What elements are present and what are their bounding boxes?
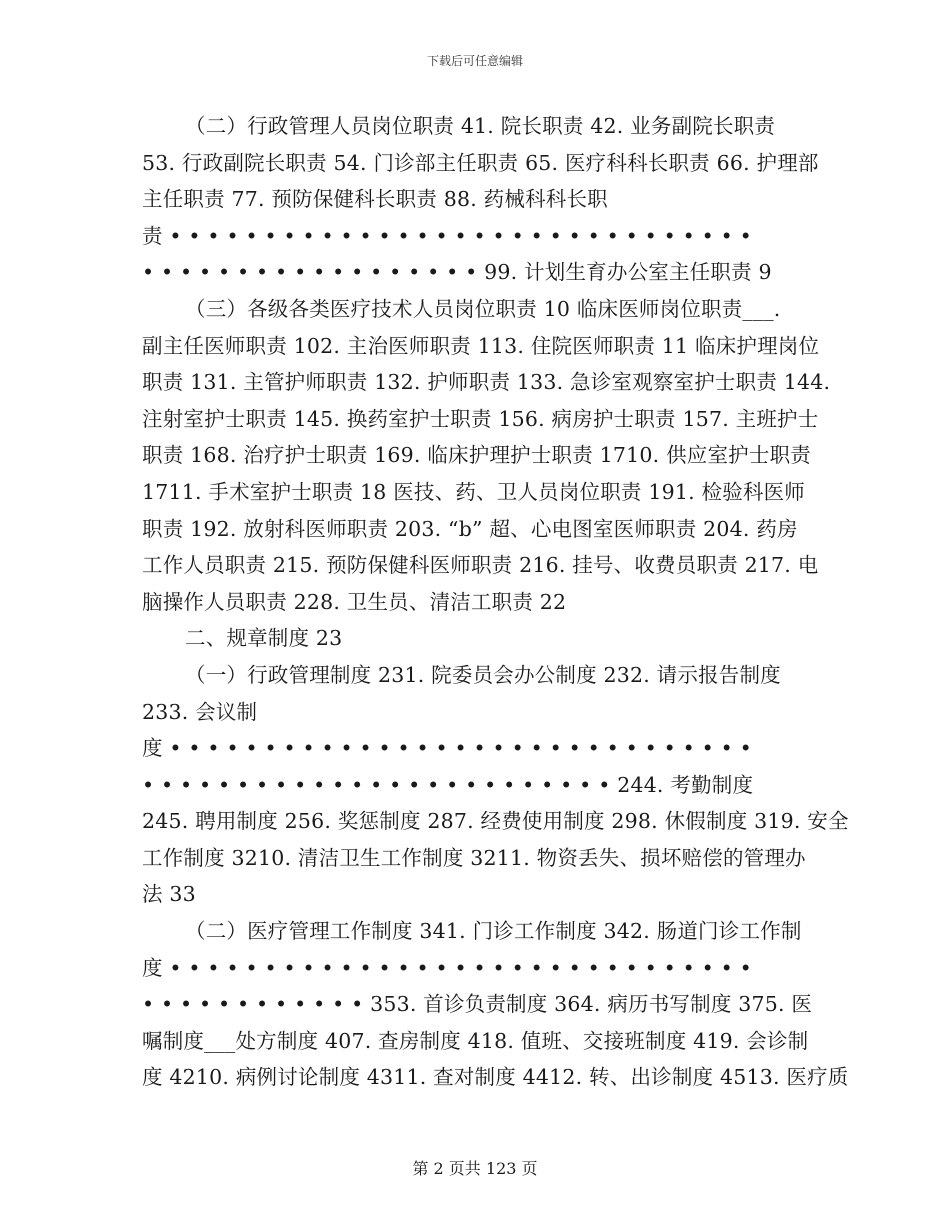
text-line: 245. 聘用制度 256. 奖惩制度 287. 经费使用制度 298. 休假制度 319. 安全 xyxy=(142,809,849,834)
text-line: 工作制度 3210. 清洁卫生工作制度 3211. 物资丢失、损坏赔偿的管理办 xyxy=(142,845,806,870)
dotted-leader-line: 度 • • • • • • • • • • • • • • • • • • • • • • • • • • • • • • • xyxy=(142,736,752,761)
text-line: 嘱制度___处方制度 407. 查房制度 418. 值班、交接班制度 419. 会诊制 xyxy=(142,1028,809,1053)
page-header: 下载后可任意编辑 xyxy=(426,54,523,68)
dotted-leader-line: • • • • • • • • • • • • • • • • • • • • • • • • • 244. 考勤制度 xyxy=(142,772,754,797)
section-heading: 二、规章制度 23 xyxy=(185,626,343,651)
text-line: （三）各级各类医疗技术人员岗位职责 10 临床医师岗位职责___. xyxy=(185,296,781,321)
text-line: 1711. 手术室护士职责 18 医技、药、卫人员岗位职责 191. 检验科医师 xyxy=(142,479,805,504)
text-line: 工作人员职责 215. 预防保健科医师职责 216. 挂号、收费员职责 217. 电 xyxy=(142,553,819,578)
dotted-leader-line: • • • • • • • • • • • • 353. 首诊负责制度 364. 病历书写制度 375. 医 xyxy=(142,992,813,1017)
dotted-leader-line: 度 • • • • • • • • • • • • • • • • • • • • • • • • • • • • • • • xyxy=(142,955,752,980)
text-line: 主任职责 77. 预防保健科长职责 88. 药械科科长职 xyxy=(142,187,608,212)
page-footer: 第 2 页共 123 页 xyxy=(412,1159,538,1178)
text-line: 职责 168. 治疗护士职责 169. 临床护理护士职责 1710. 供应室护士职责 xyxy=(142,443,811,468)
document-body xyxy=(142,108,849,1096)
text-line: 法 33 xyxy=(142,882,196,907)
text-line: 233. 会议制 xyxy=(142,699,258,724)
dotted-leader-line: • • • • • • • • • • • • • • • • • • 99. 计划生育办公室主任职责 9 xyxy=(142,260,772,285)
text-line: （二）行政管理人员岗位职责 41. 院长职责 42. 业务副院长职责 xyxy=(185,114,776,138)
text-line: （二）医疗管理工作制度 341. 门诊工作制度 342. 肠道门诊工作制 xyxy=(185,919,802,944)
text-line: 副主任医师职责 102. 主治医师职责 113. 住院医师职责 11 临床护理岗位 xyxy=(142,333,820,358)
text-line: （一）行政管理制度 231. 院委员会办公制度 232. 请示报告制度 xyxy=(185,662,781,687)
text-line: 注射室护士职责 145. 换药室护士职责 156. 病房护士职责 157. 主班护士 xyxy=(142,406,819,431)
text-line: 脑操作人员职责 228. 卫生员、清洁工职责 22 xyxy=(142,589,567,614)
text-line: 53. 行政副院长职责 54. 门诊部主任职责 65. 医疗科科长职责 66. 护理部 xyxy=(142,150,819,175)
text-line: 职责 131. 主管护师职责 132. 护师职责 133. 急诊室观察室护士职责 144. xyxy=(142,370,831,395)
text-line: 度 4210. 病例讨论制度 4311. 查对制度 4412. 转、出诊制度 4513. 医疗质 xyxy=(142,1065,849,1090)
dotted-leader-line: 责 • • • • • • • • • • • • • • • • • • • • • • • • • • • • • • • xyxy=(142,223,752,248)
text-line: 职责 192. 放射科医师职责 203. “b” 超、心电图室医师职责 204. 药房 xyxy=(142,516,798,541)
